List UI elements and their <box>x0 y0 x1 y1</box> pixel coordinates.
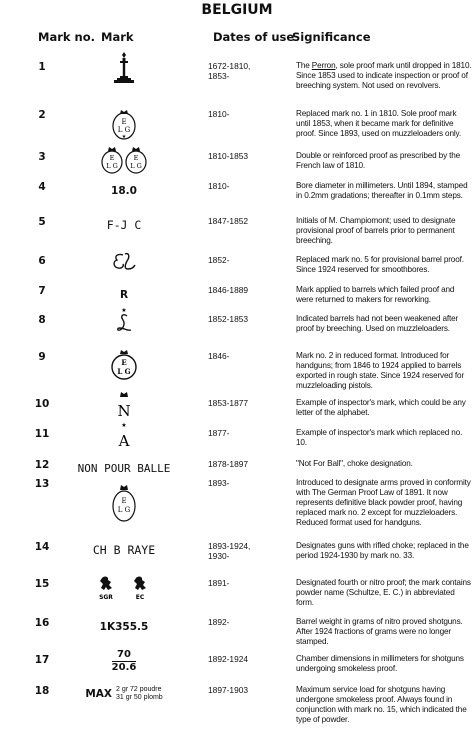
mark-number: 1 <box>38 61 46 73</box>
star-a-icon <box>114 420 134 448</box>
mark-number: 9 <box>38 351 46 363</box>
dates-of-use: 1810- <box>208 109 230 119</box>
mark-number: 16 <box>34 617 50 629</box>
mark-number: 11 <box>34 428 50 440</box>
mark-number: 12 <box>34 459 50 471</box>
mark-number: 8 <box>38 314 46 326</box>
significance: Designates guns with rifled choke; replaced in the period 1924-1930 by mark no. 33. <box>296 541 469 560</box>
dates-of-use: 1852- <box>208 255 230 265</box>
mark-cell <box>70 251 178 273</box>
mark-cell <box>70 285 178 303</box>
significance: Example of inspector's mark which replaced no. 10. <box>296 428 463 447</box>
mark-cell <box>70 420 178 448</box>
mark-cell <box>70 684 178 702</box>
svg-text:L G: L G <box>106 162 118 170</box>
mark-cell <box>70 390 178 418</box>
mark-text: F-J C <box>106 218 142 232</box>
mark-number: 4 <box>38 181 46 193</box>
mark-text: 18.0 <box>111 185 137 197</box>
mark-number: 15 <box>34 578 50 590</box>
significance: Indicated barrels had not been weakened after proof by breeching. Used on muzzleloaders. <box>296 314 459 333</box>
dates-of-use: 1877- <box>208 428 230 438</box>
mark-number: 17 <box>34 654 50 666</box>
significance: Replaced mark no. 5 for provisional barrel proof. Since 1924 reserved for smoothbores. <box>296 255 464 274</box>
mark-cell <box>70 306 178 336</box>
significance: Initials of M. Champiomont; used to designate provisional proof of barrels prior to permanent breeching. <box>296 216 456 245</box>
svg-text:E: E <box>121 497 127 505</box>
significance: "Not For Ball", choke designation. <box>296 459 413 468</box>
significance: Bore diameter in millimeters. Until 1894, stamped in 0.2mm gradations; thereafter in 0.1mm steps. <box>296 181 468 200</box>
dates-of-use: 1846- <box>208 351 230 361</box>
dates-of-use: 1878-1897 <box>208 459 249 469</box>
significance: Double or reinforced proof as prescribed by the French law of 1810. <box>296 151 461 170</box>
header-mark-no: Mark no. <box>38 30 95 44</box>
dates-of-use: 1810- <box>208 181 230 191</box>
mark-number: 10 <box>34 398 50 410</box>
svg-text:L G: L G <box>117 506 131 514</box>
mark-number: 2 <box>38 109 46 121</box>
significance: Mark applied to barrels which failed proof and were returned to makers for reworking. <box>296 285 455 304</box>
header-mark: Mark <box>101 30 134 44</box>
mark-cell <box>70 216 178 234</box>
mark-cell <box>70 145 178 175</box>
svg-text:SGR: SGR <box>99 594 113 601</box>
dates-of-use: 1852-1853 <box>208 314 249 324</box>
svg-text:L G: L G <box>117 126 131 134</box>
significance: Chamber dimensions in millimeters for shotguns undergoing smokeless proof. <box>296 654 464 673</box>
perron-column-icon <box>113 51 135 85</box>
svg-text:E: E <box>133 154 139 162</box>
dates-of-use: 1892- <box>208 617 230 627</box>
svg-text:L G: L G <box>130 162 142 170</box>
mark-text: NON POUR BALLE <box>77 462 171 475</box>
header-dates: Dates of use <box>213 30 295 44</box>
mark-cell <box>70 649 178 675</box>
dates-of-use: 1847-1852 <box>208 216 249 226</box>
significance: Designated fourth or nitro proof; the mark contains powder name (Schultze, E. C.) in abbreviated form. <box>296 578 471 607</box>
mark-text: CH B RAYE <box>92 543 156 557</box>
mark-number: 18 <box>34 685 50 697</box>
double-elg-oval-icon <box>100 145 148 175</box>
dates-of-use: 1853-1877 <box>208 398 249 408</box>
mark-cell <box>70 541 178 559</box>
svg-text:L G: L G <box>117 367 131 376</box>
mark-number: 6 <box>38 255 46 267</box>
lion-sgr-ec-icon <box>96 574 152 602</box>
dates-of-use: 1893- <box>208 478 230 488</box>
header-significance: Significance <box>292 30 371 44</box>
mark-cell <box>70 51 178 85</box>
svg-text:★: ★ <box>121 134 127 140</box>
elg-oval-crown-icon <box>111 107 137 141</box>
dates-of-use: 1672-1810, 1853- <box>208 61 251 81</box>
mark-number: 3 <box>38 151 46 163</box>
elg-circle-crown-icon <box>110 347 138 381</box>
max-load-mark: MAX 2 gr 72 poudre 31 gr 50 plomb <box>85 686 163 701</box>
dates-of-use: 1846-1889 <box>208 285 249 295</box>
significance: Maximum service load for shotguns having undergone smokeless proof. Always found in conjunction with mark no. 15, which indicated the type of powder. <box>296 685 467 724</box>
svg-text:E: E <box>121 118 127 126</box>
svg-text:E: E <box>109 154 115 162</box>
significance: Introduced to designate arms proved in conformity with The German Proof Law of 1891. It now represents definitive black powder proof, having replaced mark no. 2 except for muzzleloaders. Reduced format used for handguns. <box>296 478 471 527</box>
svg-text:E: E <box>121 358 127 367</box>
mark-cell <box>70 617 178 635</box>
svg-text:★: ★ <box>121 422 127 429</box>
mark-text: 1K355.5 <box>99 621 149 633</box>
svg-text:EC: EC <box>135 594 145 601</box>
dates-of-use: 1893-1924, 1930- <box>208 541 251 561</box>
mark-text: R <box>119 289 129 301</box>
mark-number: 5 <box>38 216 46 228</box>
page-title: BELGIUM <box>201 2 273 18</box>
dates-of-use: 1892-1924 <box>208 654 249 664</box>
mark-number: 14 <box>34 541 50 553</box>
significance: The Perron, sole proof mark until dropped in 1810. Since 1853 used to indicate inspection or proof of breeching system. Not used on revolvers. <box>296 61 472 90</box>
dates-of-use: 1810-1853 <box>208 151 249 161</box>
chamber-fraction: $\frac{70}{20.6}$ <box>111 649 137 673</box>
significance: Barrel weight in grams of nitro proved shotguns. After 1924 fractions of grams were no longer stamped. <box>296 617 463 646</box>
mark-cell <box>70 181 178 199</box>
mark-text: A <box>118 432 130 448</box>
mark-cell <box>70 459 178 477</box>
mark-cell <box>70 574 178 602</box>
script-el-monogram-icon <box>109 251 139 273</box>
crown-n-icon <box>114 390 134 418</box>
mark-cell <box>70 481 178 523</box>
mark-cell <box>70 107 178 141</box>
mark-number: 13 <box>34 478 50 490</box>
mark-cell <box>70 347 178 381</box>
significance: Mark no. 2 in reduced format. Introduced for handguns; from 1846 to 1924 applied to barrels exported in rough state. Since 1924 reserved for muzzleloading pistols. <box>296 351 465 390</box>
significance: Example of inspector's mark, which could be any letter of the alphabet. <box>296 398 466 417</box>
mark-number: 7 <box>38 285 46 297</box>
significance: Replaced mark no. 1 in 1810. Sole proof mark until 1853, when it became mark for definitive proof. Since 1893, used on muzzleloaders only. <box>296 109 461 138</box>
elg-oval-crown-large-icon <box>111 481 137 523</box>
dates-of-use: 1891- <box>208 578 230 588</box>
dates-of-use: 1897-1903 <box>208 685 249 695</box>
mark-text: N <box>117 402 131 418</box>
svg-text:★: ★ <box>121 307 127 314</box>
script-l-star-icon <box>112 306 136 336</box>
